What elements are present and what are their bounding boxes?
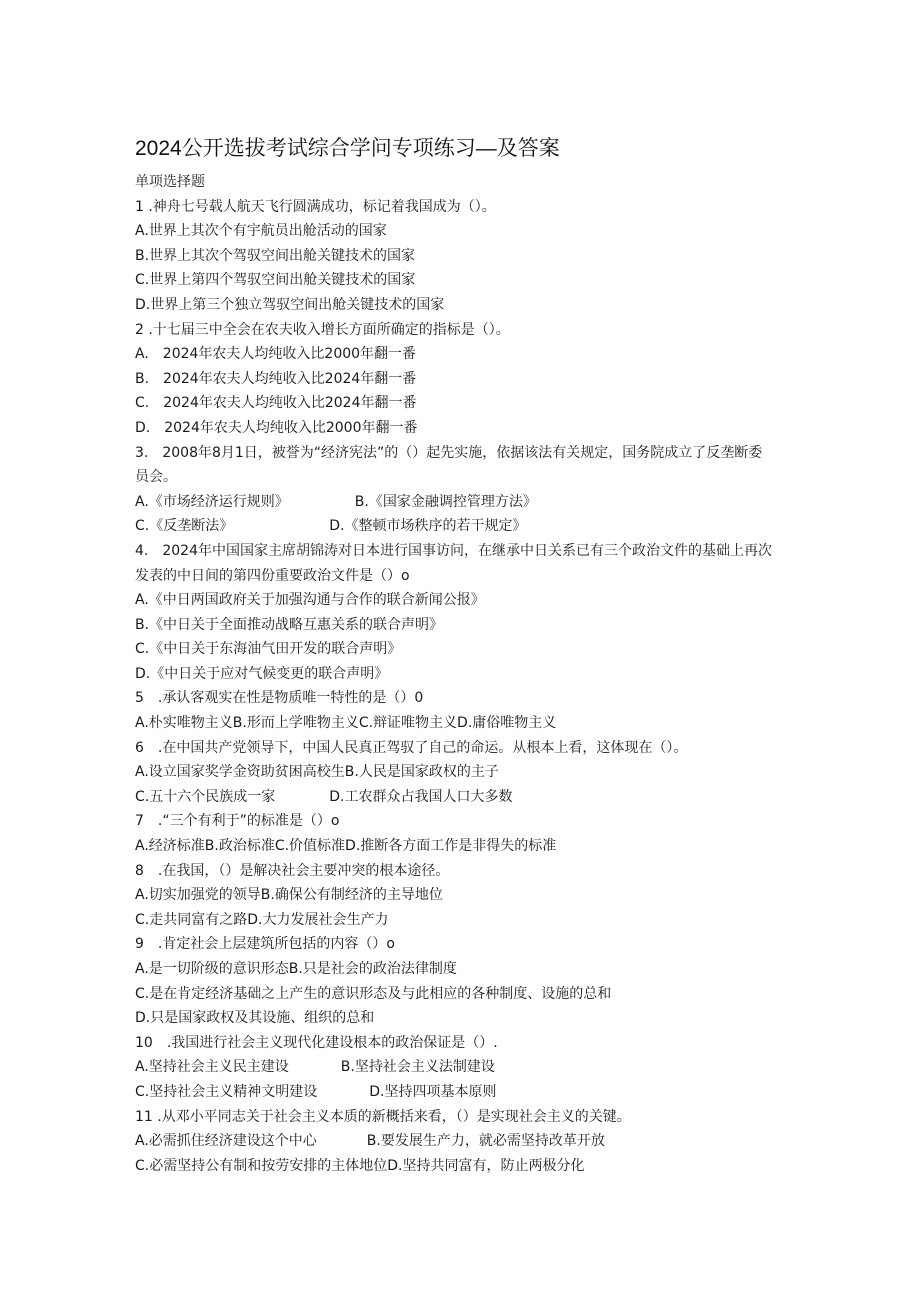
option-line: A.世界上其次个有宇航员出舱活动的国家: [135, 223, 387, 240]
option-pair: [135, 1129, 795, 1154]
option-line: C.走共同富有之路D.大力发展社会生产力: [135, 911, 389, 928]
document-title: 2024公开选拔考试综合学问专项练习—及答案: [135, 137, 560, 160]
option-line: B. 2024年农夫人均纯收入比2024年翻一番: [135, 370, 417, 387]
option-line: A.切实加强党的领导B.确保公有制经济的主导地位: [135, 887, 443, 904]
option-text: A.必需抓住经济建设这个中心: [135, 1133, 317, 1150]
question-3: 3. 2008年8月1日，被誉为“经济宪法”的（）起先实施，依据该法有关规定，国务院成立了反垄断委员会。: [135, 444, 763, 486]
option-pair: [135, 785, 795, 810]
option-line: D.只是国家政权及其设施、组织的总和: [135, 1010, 375, 1027]
question-4: 4. 2024年中国国家主席胡锦涛对日本进行国事访问，在继承中日关系已有三个政治文件的基础上再次发表的中日间的第四份重要政治文件是（）o: [135, 542, 772, 584]
question-11: 11 .从邓小平同志关于社会主义本质的新概括来看，（）是实现社会主义的关键。: [135, 1108, 631, 1125]
option-line: D. 2024年农夫人均纯收入比2000年翻一番: [135, 419, 418, 436]
option-pair: [135, 514, 795, 539]
option-line: B.《中日关于全面推动战略互惠关系的联合声明》: [135, 616, 444, 633]
option-text: D.《整顿市场秩序的若干规定》: [329, 518, 527, 535]
option-line: C.世界上第四个驾驭空间出舱关键技术的国家: [135, 272, 416, 289]
question-8: 8 .在我国，（）是解决社会主要冲突的根本途径。: [135, 862, 450, 879]
question-10: 10 .我国进行社会主义现代化建设根本的政治保证是（）.: [135, 1034, 498, 1051]
option-line: D.世界上第三个独立驾驭空间出舱关键技术的国家: [135, 296, 445, 313]
option-text: C.五十六个民族成一家: [135, 788, 276, 805]
option-line: A.是一切阶级的意识形态B.只是社会的政治法律制度: [135, 961, 457, 977]
question-1: 1 .神舟七号载人航天飞行圆满成功，标记着我国成为（）。: [135, 198, 496, 215]
question-9: 9 .肯定社会上层建筑所包括的内容（）o: [135, 936, 395, 953]
question-2: 2 .十七届三中全会在农夫收入增长方面所确定的指标是（）。: [135, 321, 510, 338]
option-line: A.《中日两国政府关于加强沟通与合作的联合新闻公报》: [135, 592, 485, 609]
option-text: B.《国家金融调控管理方法》: [354, 493, 537, 510]
option-line: C.《中日关于东海油气田开发的联合声明》: [135, 641, 402, 658]
option-line: B.世界上其次个驾驭空间出舱关键技术的国家: [135, 247, 416, 264]
section-heading: 单项选择题: [135, 174, 205, 190]
option-line: A.经济标准B.政治标准C.价值标准D.推断各方面工作是非得失的标准: [135, 838, 557, 855]
option-text: B.要发展生产力，就必需坚持改革开放: [366, 1133, 605, 1150]
question-6: 6 .在中国共产党领导下，中国人民真正驾驭了自己的命运。从根本上看，这体现在（）。: [135, 739, 688, 756]
option-line: C.是在肯定经济基础之上产生的意识形态及与此相应的各种制度、设施的总和: [135, 985, 612, 1002]
option-line: D.《中日关于应对气候变更的联合声明》: [135, 665, 389, 682]
question-5: 5 .承认客观实在性是物质唯一特性的是（）0: [135, 690, 424, 707]
option-pair: [135, 490, 795, 515]
option-text: A.《市场经济运行规则》: [135, 493, 289, 510]
option-line: C. 2024年农夫人均纯收入比2024年翻一番: [135, 395, 417, 412]
option-text: C.坚持社会主义精神文明建设: [135, 1083, 318, 1100]
document-body: [135, 170, 795, 1178]
option-text: B.坚持社会主义法制建设: [340, 1059, 495, 1076]
option-text: A.坚持社会主义民主建设: [135, 1059, 289, 1076]
option-pair: [135, 1055, 795, 1080]
option-text: D.工农群众占我国人口大多数: [329, 788, 513, 805]
option-line: A. 2024年农夫人均纯收入比2000年翻一番: [135, 346, 417, 363]
option-text: D.坚持四项基本原则: [369, 1083, 497, 1100]
question-7: 7 .“三个有利于”的标准是（）o: [135, 813, 340, 830]
option-text: C.《反垄断法》: [135, 518, 234, 535]
option-line: C.必需坚持公有制和按劳安排的主体地位D.坚持共同富有，防止两极分化: [135, 1157, 585, 1174]
option-line: A.朴实唯物主义B.形而上学唯物主义C.辩证唯物主义D.庸俗唯物主义: [135, 715, 557, 732]
option-pair: [135, 1080, 795, 1105]
option-line: A.设立国家奖学金资助贫困高校生B.人民是国家政权的主子: [135, 764, 499, 781]
